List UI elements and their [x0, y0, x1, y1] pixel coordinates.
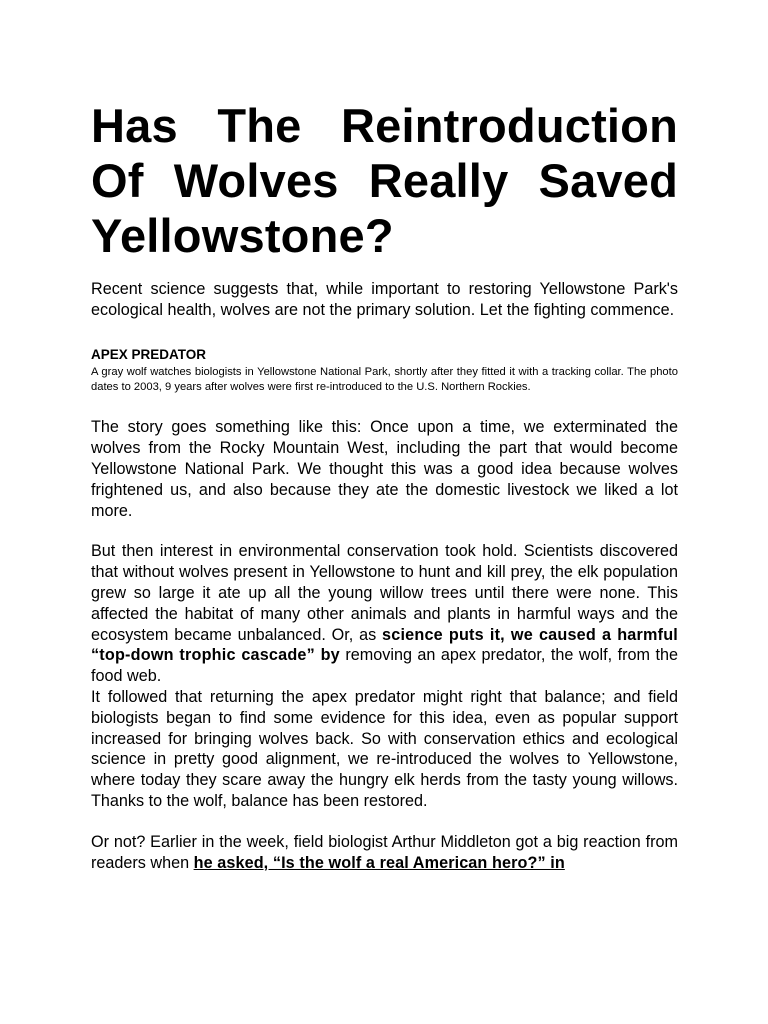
- paragraph-2: [91, 541, 678, 687]
- article-subtitle: Recent science suggests that, while important to restoring Yellowstone Park's ecological health, wolves are not the primary solution. Let the fighting commence.: [91, 280, 678, 319]
- paragraph-4: [91, 832, 678, 874]
- paragraph-2-text-start: But then interest in environmental conservation took hold. Scientists discovered that without wolves present in Yellowstone to hunt and kill prey, the elk population grew so large it ate up all the young willow trees until there were none. This affected the habitat of many other animals and plants in harmful ways and the ecosystem became unbalanced. Or, as: [91, 542, 678, 644]
- article: [91, 98, 678, 873]
- paragraph-2-text-end: removing an apex predator, the wolf, from the food web.: [91, 646, 678, 686]
- caption-text: A gray wolf watches biologists in Yellowstone National Park, shortly after they fitted it with a tracking collar. The photo dates to 2003, 9 years after wolves were first re-introduced to the U.S. Northern Rockies.: [91, 366, 678, 394]
- paragraph-3: It followed that returning the apex predator might right that balance; and field biologists began to find some evidence for this idea, even as popular support increased for bringing wolves back. So with conservation ethics and ecological science in pretty good alignment, we re-introduced the wolves to Yellowstone, where today they scare away the hungry elk herds from the tasty young willows. Thanks to the wolf, balance has been restored.: [91, 687, 678, 810]
- trophic-cascade-link[interactable]: science puts it, we caused a harmful “top-down trophic cascade” by: [91, 625, 678, 665]
- paragraph-1: The story goes something like this: Once upon a time, we exterminated the wolves from the Rocky Mountain West, including the part that would become Yellowstone National Park. We thought this was a good idea because wolves frightened us, and also because they ate the domestic livestock we liked a lot more.: [91, 418, 678, 520]
- article-title: Has The Reintroduction Of Wolves Really Saved Yellowstone?: [91, 99, 678, 262]
- american-hero-link[interactable]: he asked, “Is the wolf a real American hero?” in: [193, 853, 565, 872]
- paragraph-4-text-start: Or not? Earlier in the week, field biologist Arthur Middleton got a big reaction from readers when: [91, 832, 678, 872]
- caption-heading: APEX PREDATOR: [91, 347, 207, 362]
